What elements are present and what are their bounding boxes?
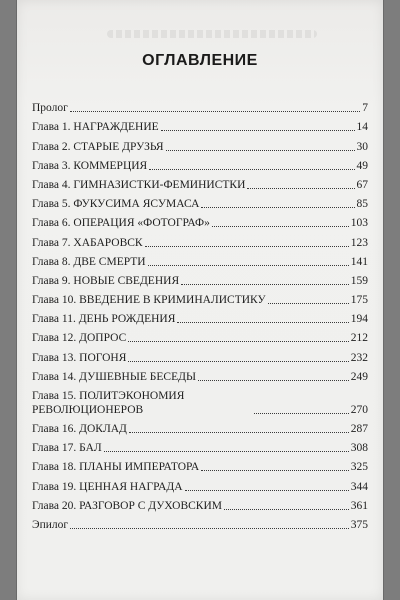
toc-entry-title: Глава 8. ДВЕ СМЕРТИ (32, 255, 146, 268)
toc-entry-title: Глава 13. ПОГОНЯ (32, 351, 127, 364)
toc-entry-page-number: 103 (350, 217, 368, 230)
dot-leader (128, 361, 348, 362)
toc-entry-page-number: 361 (350, 499, 368, 512)
dot-leader (254, 413, 349, 414)
toc-entry (32, 436, 368, 455)
toc-entry-page-number: 14 (356, 121, 368, 134)
toc-entry (32, 455, 368, 474)
toc-entry-title: Глава 14. ДУШЕВНЫЕ БЕСЕДЫ (32, 370, 196, 383)
toc-entry-page-number: 30 (356, 140, 368, 153)
dot-leader (129, 432, 349, 433)
dot-leader (166, 150, 355, 151)
toc-entry (32, 269, 368, 288)
toc-entry (32, 384, 368, 417)
toc-entry-page-number: 67 (356, 178, 368, 191)
toc-entry-page-number: 375 (350, 518, 368, 531)
toc-entry-title: Глава 20. РАЗГОВОР С ДУХОВСКИМ (32, 499, 222, 512)
toc-entry-title: Эпилог (32, 518, 69, 531)
dot-leader (128, 341, 349, 342)
toc-entry (32, 365, 368, 384)
dot-leader (70, 528, 349, 529)
toc-entry (32, 134, 368, 153)
toc-entry (32, 250, 368, 269)
dot-leader (198, 380, 349, 381)
toc-entry (32, 192, 368, 211)
toc-entry-page-number: 232 (350, 351, 368, 364)
toc-entry (32, 345, 368, 364)
toc-entry (32, 115, 368, 134)
dot-leader (70, 111, 360, 112)
bleed-through-text (107, 30, 317, 38)
toc-entry (32, 326, 368, 345)
dot-leader (268, 303, 349, 304)
toc-entry-title: Пролог (32, 102, 68, 115)
dot-leader (201, 470, 349, 471)
toc-entry-title: Глава 11. ДЕНЬ РОЖДЕНИЯ (32, 313, 176, 326)
dot-leader (161, 130, 355, 131)
toc-entry (32, 288, 368, 307)
toc-entry-page-number: 287 (350, 423, 368, 435)
dot-leader (148, 265, 349, 266)
toc-entry (32, 494, 368, 513)
toc-entry (32, 154, 368, 173)
toc-entry-title: Глава 2. СТАРЫЕ ДРУЗЬЯ (32, 140, 164, 153)
toc-entry-page-number: 123 (350, 236, 368, 249)
toc-entry-page-number: 159 (350, 274, 368, 287)
dot-leader (177, 322, 348, 323)
dot-leader (247, 188, 354, 189)
toc-entry (32, 307, 368, 326)
toc-entry (32, 96, 368, 115)
toc-entry-title: Глава 19. ЦЕННАЯ НАГРАДА (32, 480, 183, 493)
toc-entry (32, 417, 368, 436)
toc-entry (32, 211, 368, 230)
dot-leader (181, 284, 349, 285)
toc-entry-title: Глава 3. КОММЕРЦИЯ (32, 159, 148, 172)
dot-leader (212, 226, 349, 227)
toc-entry-title: Глава 5. ФУКУСИМА ЯСУМАСА (32, 198, 200, 211)
toc-entry-title: Глава 1. НАГРАЖДЕНИЕ (32, 121, 159, 134)
dot-leader (185, 490, 349, 491)
table-of-contents (32, 96, 368, 532)
toc-entry (32, 230, 368, 249)
toc-entry-page-number: 325 (350, 461, 368, 474)
toc-entry-title: Глава 17. БАЛ (32, 442, 102, 455)
toc-entry-page-number: 7 (362, 102, 368, 115)
book-page (17, 0, 383, 600)
toc-entry-title: Глава 6. ОПЕРАЦИЯ «ФОТОГРАФ» (32, 217, 210, 230)
toc-entry-page-number: 175 (350, 294, 368, 307)
toc-entry-title: Глава 9. НОВЫЕ СВЕДЕНИЯ (32, 274, 180, 287)
toc-entry-title: Глава 18. ПЛАНЫ ИМПЕРАТОРА (32, 461, 200, 474)
toc-entry-title: Глава 7. ХАБАРОВСК (32, 236, 143, 249)
toc-entry (32, 474, 368, 493)
dot-leader (149, 169, 354, 170)
toc-entry (32, 513, 368, 532)
dot-leader (145, 246, 349, 247)
toc-entry-page-number: 194 (350, 313, 368, 326)
toc-entry-page-number: 249 (350, 370, 368, 383)
toc-entry-page-number: 49 (356, 159, 368, 172)
toc-entry-page-number: 212 (350, 332, 368, 345)
toc-entry-title: Глава 4. ГИМНАЗИСТКИ-ФЕМИНИСТКИ (32, 178, 246, 191)
toc-entry-title: Глава 10. ВВЕДЕНИЕ В КРИМИНАЛИСТИКУ (32, 294, 266, 307)
toc-entry-page-number: 85 (356, 198, 368, 211)
toc-entry-title: Глава 16. ДОКЛАД (32, 423, 127, 435)
toc-entry (32, 173, 368, 192)
toc-entry-title: Глава 15. ПОЛИТЭКОНОМИЯ РЕВОЛЮЦИОНЕРОВ (32, 389, 185, 416)
toc-entry-page-number: 141 (350, 255, 368, 268)
dot-leader (104, 451, 349, 452)
toc-entry-page-number: 308 (350, 442, 368, 455)
dot-leader (224, 509, 349, 510)
dot-leader (201, 207, 354, 208)
contents-heading: ОГЛАВЛЕНИЕ (142, 52, 258, 69)
toc-entry-page-number: 270 (350, 403, 368, 416)
toc-entry-title: Глава 12. ДОПРОС (32, 332, 127, 345)
toc-entry-page-number: 344 (350, 480, 368, 493)
